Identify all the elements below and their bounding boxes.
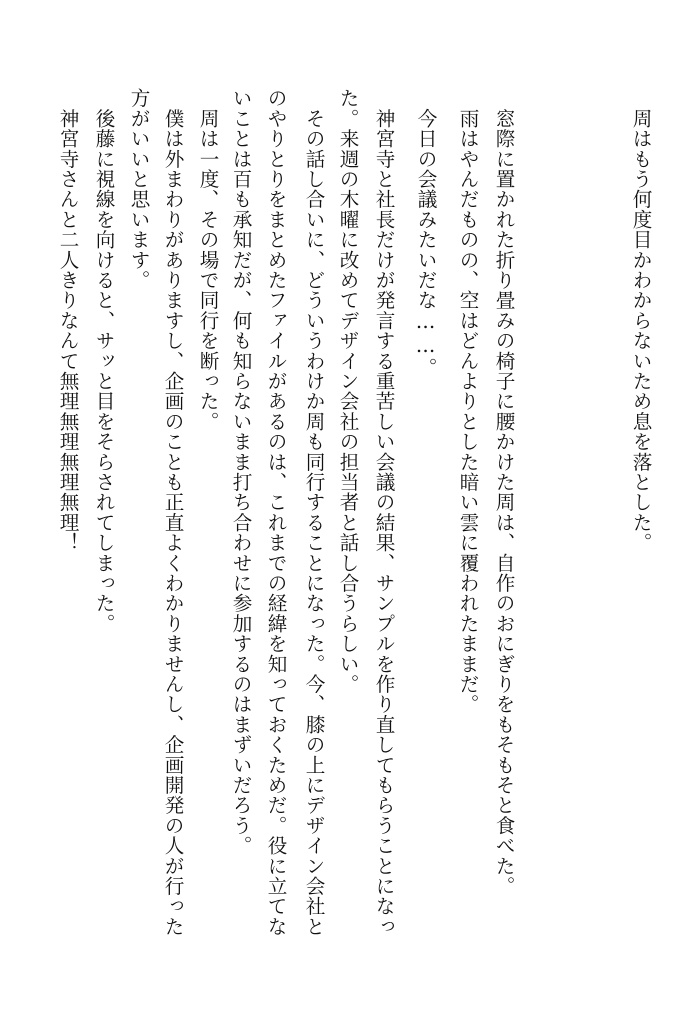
text-line-6: た。来週の木曜に改めてデザイン会社の担当者と話し合うらしい。 [336,88,359,694]
text-line-10: 周は一度、その場で同行を断った。 [196,88,219,432]
text-line-4: 今日の会議みたいだな……。 [414,88,437,378]
text-line-14: 神宮寺さんと二人きりなんて無理無理無理無理！ [56,88,79,553]
text-line-12: 方がいいと思います。 [127,88,150,290]
text-line-3: 雨はやんだものの、空はどんよりとした暗い雲に覆われたままだ。 [456,88,479,715]
text-line-9: いことは百も承知だが、何も知らないまま打ち合わせに参加するのはまずいだろう。 [229,88,252,856]
text-line-7: その話し合いに、どういうわけか周も同行することになった。今、膝の上にデザイン会社と [302,88,325,937]
text-line-2: 窓際に置かれた折り畳みの椅子に腰かけた周は、自作のおにぎりをもそもそと食べた。 [492,88,515,896]
text-line-1: 周はもう何度目かわからないため息を落とした。 [629,88,652,553]
text-line-11: 僕は外まわりがありますし、企画のことも正直よくわかりませんし、企画開発の人が行った [161,88,184,937]
text-line-8: のやりとりをまとめたファイルがあるのは、これまでの経緯を知っておくためだ。役に立てな [264,88,287,937]
text-line-13: 後藤に視線を向けると、サッと目をそらされてしまった。 [92,88,115,634]
text-line-5: 神宮寺と社長だけが発言する重苦しい会議の結果、サンプルを作り直してもらうことになっ [372,88,395,937]
